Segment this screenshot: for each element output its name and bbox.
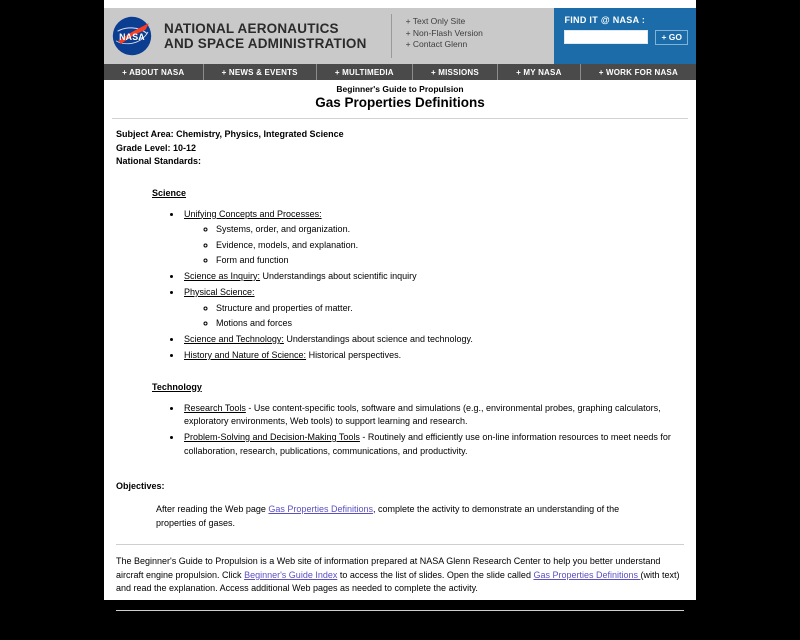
list-item: [182, 402, 684, 429]
nav-item-about-nasa[interactable]: + ABOUT NASA: [104, 64, 204, 80]
search-input[interactable]: [564, 30, 648, 44]
science-sublist-0: [184, 223, 684, 268]
page-subtitle: Beginner's Guide to Propulsion: [336, 84, 464, 94]
search-go-button[interactable]: + GO: [655, 30, 688, 45]
standards-heading-technology: Technology: [152, 381, 202, 392]
list-item: ◦ Motions and forces: [216, 317, 684, 331]
search-panel: [554, 8, 696, 64]
list-item: ◦ Structure and properties of matter.: [216, 302, 684, 316]
svg-text:NASA: NASA: [119, 32, 145, 42]
science-standards-list: [116, 208, 684, 363]
footer-text-part1: The Beginner's Guide to Propulsion is a Web site of information prepared at NASA Glenn Research Center to help you better understand aircraft engine propulsion. Click: [116, 556, 661, 580]
assessment-divider: [116, 610, 684, 611]
objectives-heading: Objectives:: [116, 481, 165, 491]
objectives-body: [156, 503, 656, 530]
quick-link-text-only-site[interactable]: + Text Only Site: [405, 16, 466, 26]
standard-text: Understandings about scientific inquiry: [260, 271, 417, 281]
page-title-block: [104, 80, 696, 113]
page-content: [104, 119, 696, 640]
nav-item-my-nasa[interactable]: + MY NASA: [498, 64, 581, 80]
nasa-meatball-logo-icon: [112, 16, 152, 56]
nav-item-news-events[interactable]: + NEWS & EVENTS: [204, 64, 317, 80]
standard-text: - Routinely and efficiently use on-line information resources to meet needs for collaboration, research, publications, communications, and productivity.: [184, 432, 671, 456]
standard-link[interactable]: Unifying Concepts and Processes:: [184, 208, 322, 219]
standard-link[interactable]: History and Nature of Science:: [184, 350, 307, 360]
objectives-text-before: After reading the Web page: [156, 504, 269, 514]
standard-link[interactable]: Science and Technology:: [184, 334, 284, 344]
list-item: [182, 349, 684, 363]
page-title: Gas Properties Definitions: [315, 95, 485, 110]
standard-text: - Use content-specific tools, software and simulations (e.g., environmental probes, graphing calculators, exploratory environments, Web tools) to support learning and research.: [184, 402, 661, 426]
nav-item-multimedia[interactable]: + MULTIMEDIA: [317, 64, 413, 80]
list-item: [182, 333, 684, 347]
main-navigation: [104, 64, 696, 80]
gas-properties-definitions-link[interactable]: Gas Properties Definitions: [268, 504, 373, 514]
standards-heading-science: Science: [152, 187, 187, 198]
masthead-brand: [104, 8, 367, 64]
science-sublist-2: [184, 302, 684, 331]
content-divider: [116, 544, 684, 545]
footer-text-part3: (with text) and read the explanation. Access additional Web pages as needed to complete the activity.: [116, 569, 680, 593]
agency-name-line1: NATIONAL AERONAUTICS: [164, 20, 339, 36]
standard-link[interactable]: Physical Science:: [184, 287, 255, 297]
list-item: [182, 208, 684, 268]
footer-paragraph: [116, 555, 688, 596]
standard-link[interactable]: Science as Inquiry:: [184, 271, 261, 281]
agency-name: [164, 21, 367, 52]
list-item: ◦ Form and function: [216, 254, 684, 268]
standard-link[interactable]: Problem-Solving and Decision-Making Tools: [184, 432, 360, 442]
national-standards-line: National Standards:: [116, 156, 202, 166]
standard-text: Historical perspectives.: [306, 350, 402, 360]
nav-item-missions[interactable]: + MISSIONS: [413, 64, 498, 80]
grade-level-line: Grade Level: 10-12: [116, 142, 197, 153]
standard-link[interactable]: Research Tools: [184, 402, 246, 413]
search-label: FIND IT @ NASA :: [564, 15, 646, 25]
nasa-masthead: [104, 8, 696, 64]
beginners-guide-index-link[interactable]: Beginner's Guide Index: [244, 569, 338, 580]
technology-standards-list: [116, 402, 684, 459]
web-page: [104, 0, 696, 638]
list-item: [182, 270, 684, 284]
assessment-heading: Assessment:: [116, 627, 173, 638]
quick-links: [392, 8, 555, 64]
quick-link-contact-glenn[interactable]: + Contact Glenn: [405, 39, 468, 49]
nav-item-work-for-nasa[interactable]: + WORK FOR NASA: [598, 67, 678, 77]
list-item: [182, 431, 684, 458]
subject-area-line: Subject Area: Chemistry, Physics, Integrated Science: [116, 129, 344, 139]
footer-text-part2: to access the list of slides. Open the slide called: [337, 569, 534, 580]
quick-link-non-flash-version[interactable]: + Non-Flash Version: [405, 27, 483, 38]
standard-text: Understandings about science and technology.: [283, 334, 473, 344]
agency-name-line2: AND SPACE ADMINISTRATION: [164, 36, 367, 51]
list-item: ◦ Evidence, models, and explanation.: [216, 239, 684, 253]
gas-properties-definitions-link-2[interactable]: Gas Properties Definitions: [533, 569, 641, 580]
objectives-text-after: , complete the activity to demonstrate an understanding of the properties of gases.: [156, 504, 620, 528]
list-item: ◦ Systems, order, and organization.: [216, 223, 684, 237]
list-item: [182, 286, 684, 331]
